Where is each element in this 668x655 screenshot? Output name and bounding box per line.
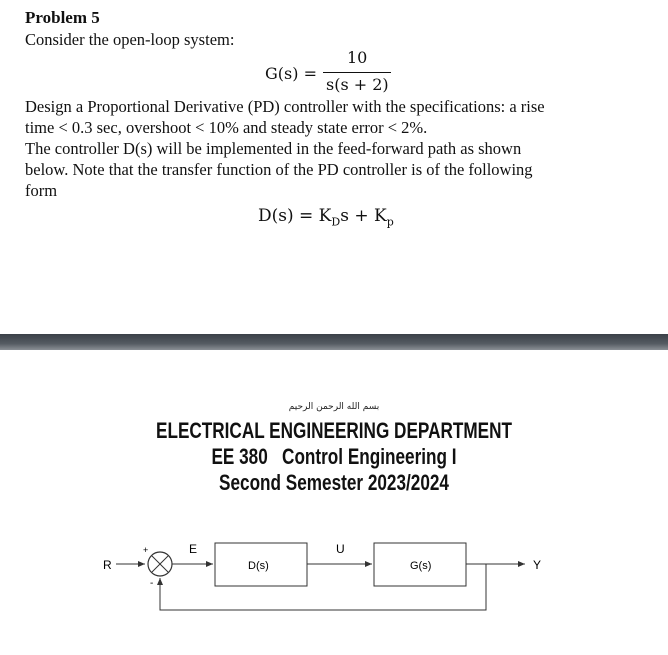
semester-title: Second Semester 2023/2024 <box>219 470 449 495</box>
d-eq-sub-d: D <box>331 215 341 229</box>
control-label-u: U <box>336 542 345 556</box>
intro-text: Consider the open-loop system: <box>25 30 235 49</box>
g-denominator: s(s + 2) <box>326 75 389 94</box>
bismillah-text: بسم الله الرحمن الرحيم <box>288 402 380 412</box>
plant-label: G(s) <box>410 560 432 572</box>
paragraph-1-line-2: time < 0.3 sec, overshoot < 10% and steady state error < 2%. <box>25 118 428 137</box>
d-eq-mid: s + K <box>340 206 387 226</box>
d-eq-lhs: D(s) = K <box>258 206 332 226</box>
paragraph-1-line-1: Design a Proportional Derivative (PD) controller with the specifications: a rise <box>25 97 545 116</box>
input-label-r: R <box>103 558 112 572</box>
plus-sign: + <box>143 545 149 555</box>
error-label-e: E <box>189 542 198 556</box>
paragraph-2-line-3: form <box>25 181 58 200</box>
g-numerator: 10 <box>347 48 368 67</box>
course-title: EE 380 Control Engineering I <box>211 444 457 469</box>
output-label-y: Y <box>533 558 542 572</box>
d-eq-sub-p: p <box>386 215 394 229</box>
paragraph-2-line-2: below. Note that the transfer function of the PD controller is of the following <box>25 160 533 179</box>
controller-label: D(s) <box>248 560 269 572</box>
paragraph-2-line-1: The controller D(s) will be implemented in the feed-forward path as shown <box>25 139 522 158</box>
g-lhs: G(s) = <box>265 64 317 83</box>
problem-title: Problem 5 <box>25 8 100 27</box>
department-title: ELECTRICAL ENGINEERING DEPARTMENT <box>156 418 512 443</box>
minus-sign: - <box>150 578 154 589</box>
